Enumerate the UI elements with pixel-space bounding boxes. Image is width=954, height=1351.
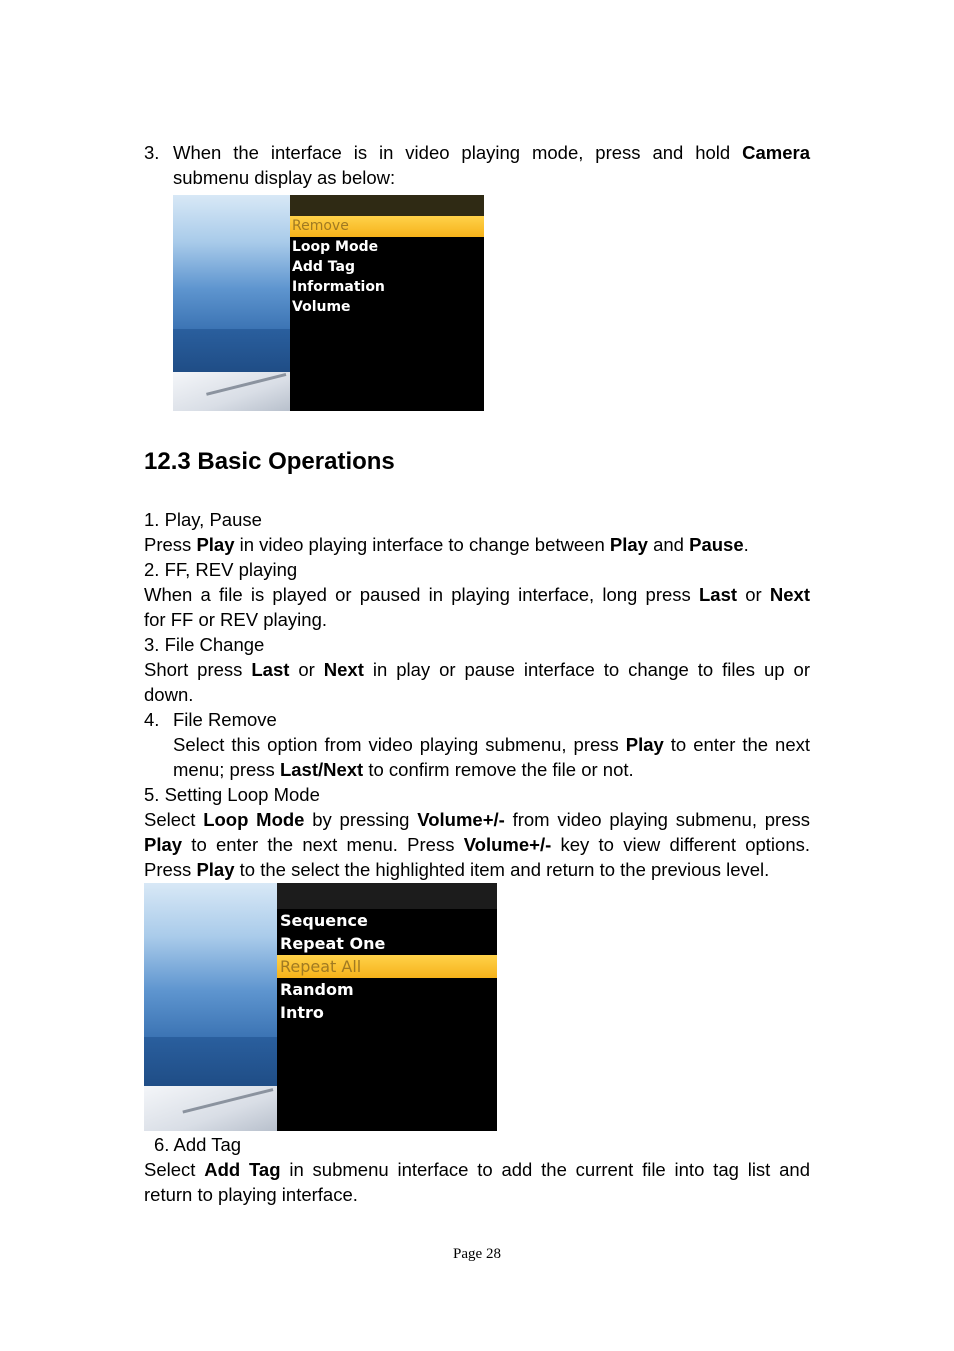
paragraph-line: return to playing interface. xyxy=(144,1184,358,1205)
menu-item-repeat-one: Repeat One xyxy=(280,934,386,953)
paragraph-line: for FF or REV playing. xyxy=(144,609,328,630)
background-photo xyxy=(173,195,290,411)
paragraph-line: down. xyxy=(144,684,194,705)
list-number: 3. xyxy=(144,142,160,163)
op-title-add-tag: 6. Add Tag xyxy=(154,1134,242,1155)
list-number: 4. xyxy=(144,709,160,730)
menu-item-add-tag: Add Tag xyxy=(292,259,355,275)
page-number: Page 28 xyxy=(453,1246,501,1262)
op-title-file-remove: File Remove xyxy=(173,709,277,730)
menu-item-repeat-all: Repeat All xyxy=(277,955,497,978)
bold-text: Camera xyxy=(742,142,810,163)
paragraph-line: Play to enter the next menu. Press Volume+/- key to view different options. xyxy=(144,834,811,855)
background-photo xyxy=(144,883,277,1131)
op-title-file-change: 3. File Change xyxy=(144,634,265,655)
menu-item-intro: Intro xyxy=(280,1003,324,1022)
paragraph-line: Press Play to the select the highlighted item and return to the previous level. xyxy=(144,859,770,880)
submenu-panel xyxy=(290,195,484,411)
section-heading: 12.3 Basic Operations xyxy=(144,448,395,475)
paragraph-line: menu; press Last/Next to confirm remove the file or not. xyxy=(173,759,634,780)
op-title-ff-rev: 2. FF, REV playing xyxy=(144,559,298,580)
paragraph-line: Select Loop Mode by pressing Volume+/- from video playing submenu, press xyxy=(144,809,810,830)
loop-mode-screenshot xyxy=(144,883,497,1131)
text-span: When the interface is in video playing mode, press and hold xyxy=(173,142,743,163)
menu-item-remove: Remove xyxy=(290,216,484,237)
loop-mode-panel xyxy=(277,883,497,1131)
paragraph-line: Short press Last or Next in play or pause interface to change to files up or xyxy=(144,659,810,680)
menu-item-information: Information xyxy=(292,279,385,295)
paragraph-line: When a file is played or paused in playing interface, long press Last or Next xyxy=(144,584,810,605)
menu-item-loop-mode: Loop Mode xyxy=(292,239,379,255)
paragraph-line: Select Add Tag in submenu interface to add the current file into tag list and xyxy=(144,1159,810,1180)
menu-item-sequence: Sequence xyxy=(280,911,368,930)
paragraph-line: submenu display as below: xyxy=(173,167,396,188)
paragraph-line xyxy=(173,140,810,165)
menu-item-volume: Volume xyxy=(292,299,351,315)
op-title-play-pause: 1. Play, Pause xyxy=(144,509,262,530)
paragraph-line: Select this option from video playing submenu, press Play to enter the next xyxy=(173,734,810,755)
submenu-screenshot xyxy=(173,195,484,411)
paragraph-line: Press Play in video playing interface to change between Play and Pause. xyxy=(144,534,749,555)
op-title-loop-mode: 5. Setting Loop Mode xyxy=(144,784,320,805)
menu-item-random: Random xyxy=(280,980,354,999)
